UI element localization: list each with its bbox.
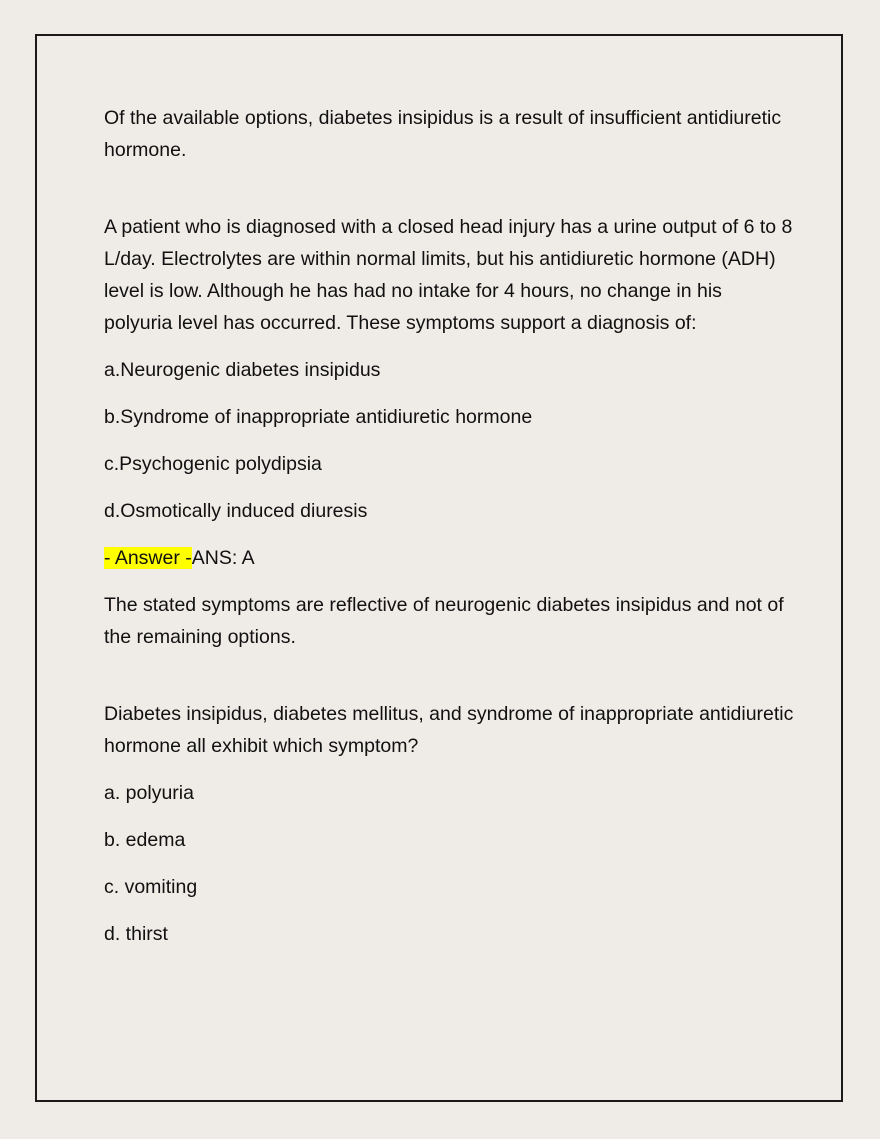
explanation-previous: Of the available options, diabetes insipidus is a result of insufficient antidiuretic hormone. [104,107,782,161]
option-b: b.Syndrome of inappropriate antidiuretic hormone [104,406,533,428]
question-text: A patient who is diagnosed with a closed head injury has a urine output of 6 to 8 L/day. Electrolytes are within normal limits, but his antidiuretic hormone (ADH) level is low. Although he has had no intake for 4 hours, no change in his polyuria level has occurred. These symptoms support a diagnosis of: [104,216,793,334]
option-c: c.Psychogenic polydipsia [104,453,322,475]
question-text: Diabetes insipidus, diabetes mellitus, and syndrome of inappropriate antidiuretic hormone all exhibit which symptom? [104,703,794,757]
document-body [104,102,794,950]
option-a: a.Neurogenic diabetes insipidus [104,359,381,381]
option-d: d. thirst [104,923,168,945]
answer-marker-highlight: - Answer - [104,547,192,569]
option-c: c. vomiting [104,876,198,898]
answer-line [104,542,794,574]
spacer [104,166,794,211]
answer-value: ANS: A [191,547,255,569]
option-d: d.Osmotically induced diuresis [104,500,368,522]
answer-explanation: The stated symptoms are reflective of neurogenic diabetes insipidus and not of the remaining options. [104,594,784,648]
option-b: b. edema [104,829,186,851]
option-a: a. polyuria [104,782,194,804]
spacer [104,653,794,698]
